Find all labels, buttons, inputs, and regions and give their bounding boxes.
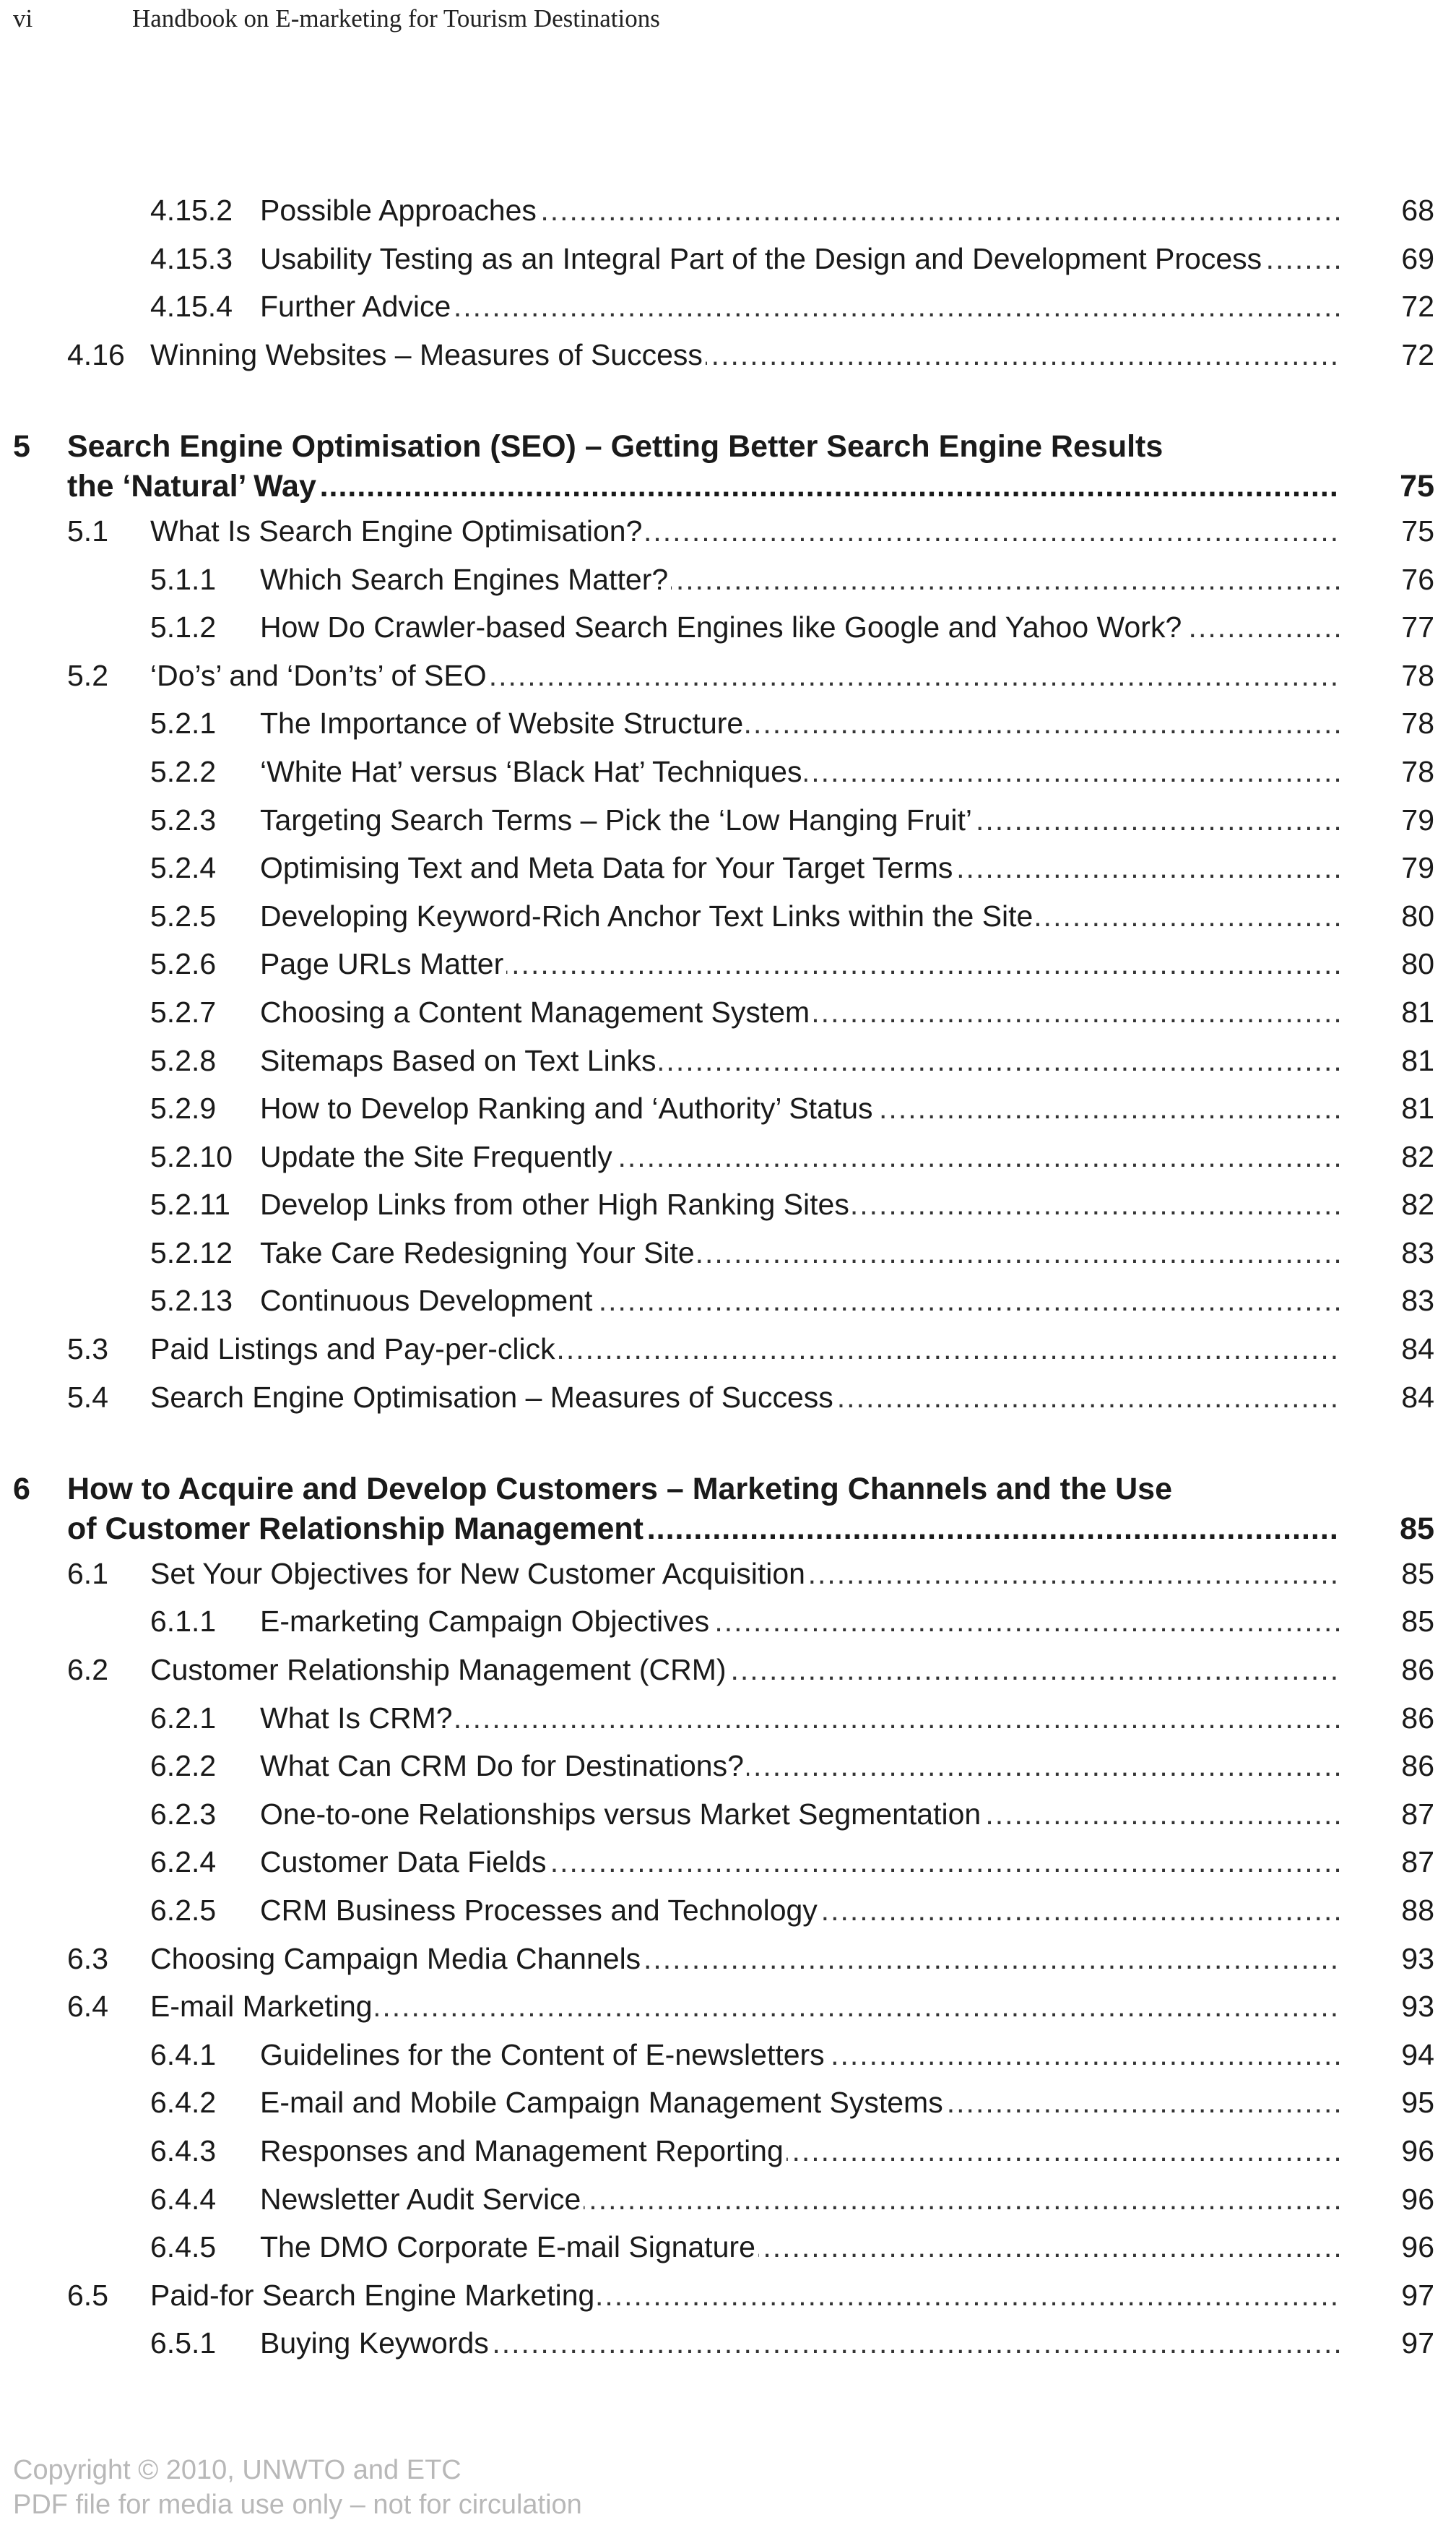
- toc-entry-leader: [260, 186, 1340, 235]
- toc-entry-number: 5.4: [67, 1380, 108, 1414]
- toc-entry[interactable]: [0, 1886, 1456, 1935]
- toc-entry-number: 5.2.2: [150, 754, 217, 788]
- toc-entry-title: Newsletter Audit Service: [260, 2183, 584, 2216]
- toc-entry[interactable]: [0, 796, 1456, 845]
- toc-entry-title: What Can CRM Do for Destinations?: [260, 1749, 747, 1782]
- toc-entry-leader: [260, 1037, 1340, 1085]
- toc-entry-leader: [260, 1229, 1340, 1277]
- toc-entry-number: 5.2: [67, 658, 108, 692]
- toc-entry-title: E-marketing Campaign Objectives: [260, 1605, 712, 1638]
- toc-entry-number: 6.2.1: [150, 1701, 217, 1735]
- toc-entry-number: 6.5.1: [150, 2326, 217, 2360]
- toc-entry-title: How to Develop Ranking and ‘Authority’ Status: [260, 1092, 876, 1125]
- toc-entry-number: 5.1: [67, 514, 108, 548]
- toc-entry-title: Update the Site Frequently: [260, 1140, 615, 1173]
- copyright-footer: [13, 2453, 582, 2522]
- toc-entry[interactable]: [0, 2175, 1456, 2224]
- toc-entry-title: Search Engine Optimisation – Measures of Success: [150, 1381, 836, 1414]
- toc-entry[interactable]: [0, 556, 1456, 604]
- toc-entry-number: 5.2.6: [150, 947, 217, 981]
- running-title: Handbook on E-marketing for Tourism Destinations: [132, 4, 660, 33]
- toc-entry-leader: [260, 1742, 1340, 1790]
- toc-entry[interactable]: [0, 1229, 1456, 1277]
- toc-entry-number: 5.2.12: [150, 1235, 233, 1269]
- toc-entry-title: Buying Keywords: [260, 2326, 492, 2360]
- toc-entry-page: 85: [1401, 1605, 1434, 1639]
- toc-entry-number: 6.4.5: [150, 2230, 217, 2264]
- toc-entry[interactable]: [0, 186, 1456, 235]
- toc-entry-page: 80: [1401, 899, 1434, 933]
- section-gap: [0, 379, 1456, 427]
- toc-entry-number: 6.2.5: [150, 1894, 217, 1927]
- toc-entry-page: 78: [1401, 707, 1434, 741]
- toc-entry[interactable]: [0, 1550, 1456, 1598]
- chapter-title-line2: of Customer Relationship Management: [67, 1511, 646, 1546]
- toc-entry-page: 68: [1401, 194, 1434, 227]
- toc-entry-leader: [260, 844, 1340, 892]
- toc-entry[interactable]: [0, 2127, 1456, 2175]
- toc-entry-title: Paid Listings and Pay-per-click: [150, 1332, 558, 1365]
- toc-entry-leader: [150, 1935, 1340, 1983]
- chapter-heading-6[interactable]: [0, 1469, 1456, 1550]
- toc-entry[interactable]: [0, 2319, 1456, 2367]
- toc-entry-title: Customer Data Fields: [260, 1845, 549, 1878]
- toc-entry[interactable]: [0, 1838, 1456, 1886]
- toc-entry[interactable]: [0, 2031, 1456, 2079]
- toc-entry[interactable]: [0, 1646, 1456, 1694]
- toc-entry-page: 87: [1401, 1797, 1434, 1831]
- toc-entry-title: The Importance of Website Structure: [260, 707, 746, 740]
- toc-entry[interactable]: [0, 748, 1456, 796]
- toc-entry-number: 6.4.3: [150, 2133, 217, 2167]
- toc-entry[interactable]: [0, 2079, 1456, 2127]
- toc-entry-title: Choosing Campaign Media Channels: [150, 1942, 644, 1975]
- toc-entry-page: 77: [1401, 610, 1434, 644]
- toc-entry[interactable]: [0, 988, 1456, 1037]
- chapter-title-line2: the ‘Natural’ Way: [67, 469, 319, 504]
- toc-entry-leader: [150, 2271, 1340, 2320]
- toc-entry-number: 6.2.4: [150, 1845, 217, 1879]
- toc-entry-leader: [260, 235, 1340, 283]
- toc-entry-title: The DMO Corporate E-mail Signature: [260, 2230, 758, 2263]
- toc-entry-number: 6.4.1: [150, 2037, 217, 2071]
- toc-entry-number: 6.2.3: [150, 1797, 217, 1831]
- toc-entry-page: 72: [1401, 337, 1434, 371]
- toc-entry-page: 72: [1401, 290, 1434, 324]
- toc-entry-title: CRM Business Processes and Technology: [260, 1894, 820, 1927]
- toc-entry-title: One-to-one Relationships versus Market Segmentation: [260, 1797, 984, 1831]
- toc-entry-number: 4.15.2: [150, 194, 233, 227]
- toc-entry-number: 5.2.9: [150, 1092, 217, 1126]
- toc-entry-number: 5.1.2: [150, 610, 217, 644]
- toc-entry-leader: [260, 1790, 1340, 1839]
- toc-entry[interactable]: [0, 699, 1456, 748]
- toc-entry-number: 5.2.5: [150, 899, 217, 933]
- toc-entry-number: 4.15.3: [150, 241, 233, 275]
- toc-entry-page: 81: [1401, 1092, 1434, 1126]
- toc-entry-leader: [150, 1550, 1340, 1598]
- toc-entry-title: Winning Websites – Measures of Success: [150, 338, 706, 371]
- toc-entry-leader: [260, 1133, 1340, 1181]
- toc-entry-title: E-mail and Mobile Campaign Management Systems: [260, 2086, 946, 2119]
- toc-entry[interactable]: [0, 1133, 1456, 1181]
- toc-entry-number: 5.2.10: [150, 1139, 233, 1173]
- toc-entry-leader: [260, 796, 1340, 845]
- toc-entry[interactable]: [0, 603, 1456, 652]
- chapter-title-line1: Search Engine Optimisation (SEO) – Getting Better Search Engine Results: [67, 428, 1164, 464]
- toc-entry-title: Set Your Objectives for New Customer Acquisition: [150, 1557, 808, 1590]
- toc-entry-page: 81: [1401, 995, 1434, 1029]
- page-folio: vi: [13, 4, 33, 33]
- toc-entry-page: 79: [1401, 851, 1434, 885]
- toc-entry[interactable]: [0, 1790, 1456, 1839]
- toc-entry[interactable]: [0, 892, 1456, 941]
- toc-entry-title: What Is Search Engine Optimisation?: [150, 514, 645, 548]
- toc-entry-page: 86: [1401, 1701, 1434, 1735]
- toc-entry[interactable]: [0, 844, 1456, 892]
- footer-copyright: Copyright © 2010, UNWTO and ETC: [13, 2455, 462, 2485]
- toc-entry-title: Sitemaps Based on Text Links: [260, 1044, 659, 1077]
- chapter-heading-5[interactable]: [0, 427, 1456, 507]
- toc-entry-title: How Do Crawler-based Search Engines like Google and Yahoo Work?: [260, 610, 1184, 644]
- toc-entry-page: 93: [1401, 1990, 1434, 2024]
- toc-entry-title: Customer Relationship Management (CRM): [150, 1653, 729, 1686]
- toc-entry-page: 78: [1401, 658, 1434, 692]
- toc-entry-page: 97: [1401, 2278, 1434, 2312]
- toc-entry-number: 6.5: [67, 2278, 108, 2312]
- chapter-page: 85: [1400, 1511, 1434, 1546]
- toc-entry-number: 6.1.1: [150, 1605, 217, 1639]
- toc-entry-page: 69: [1401, 241, 1434, 275]
- toc-entry-leader: [260, 748, 1340, 796]
- toc-entry-leader: [260, 2223, 1340, 2271]
- chapter-number: 6: [13, 1471, 30, 1506]
- toc-entry-number: 5.2.13: [150, 1284, 233, 1318]
- toc-entry-page: 75: [1401, 514, 1434, 548]
- toc-entry-title: Optimising Text and Meta Data for Your Target Terms: [260, 851, 956, 884]
- toc-entry-number: 6.2: [67, 1653, 108, 1687]
- toc-entry-leader: [260, 2175, 1340, 2224]
- toc-entry-title: Which Search Engines Matter?: [260, 563, 671, 596]
- toc-entry-page: 96: [1401, 2182, 1434, 2216]
- toc-entry-number: 6.4: [67, 1990, 108, 2024]
- toc-entry-number: 4.16: [67, 337, 125, 371]
- toc-entry-title: Possible Approaches: [260, 194, 540, 227]
- toc-entry-leader: [260, 1838, 1340, 1886]
- toc-entry-page: 78: [1401, 754, 1434, 788]
- toc-entry-title: Develop Links from other High Ranking Sites: [260, 1188, 852, 1221]
- toc-entry-number: 4.15.4: [150, 290, 233, 324]
- toc-entry-page: 96: [1401, 2133, 1434, 2167]
- toc-entry-leader: [260, 1084, 1340, 1133]
- toc-entry[interactable]: [0, 1037, 1456, 1085]
- toc-entry-page: 84: [1401, 1380, 1434, 1414]
- toc-entry-page: 79: [1401, 803, 1434, 837]
- toc-entry-number: 5.2.11: [150, 1188, 230, 1222]
- toc-entry-page: 83: [1401, 1235, 1434, 1269]
- toc-entry-page: 86: [1401, 1749, 1434, 1783]
- toc-entry-number: 5.1.1: [150, 562, 217, 596]
- section-gap: [0, 1421, 1456, 1469]
- toc-entry-page: 94: [1401, 2037, 1434, 2071]
- toc-entry-title: Developing Keyword-Rich Anchor Text Links within the Site: [260, 899, 1036, 933]
- toc-entry-number: 5.2.8: [150, 1043, 217, 1077]
- running-header: [13, 4, 1450, 39]
- toc-entry-page: 80: [1401, 947, 1434, 981]
- toc-entry-number: 6.2.2: [150, 1749, 217, 1783]
- toc-entry-page: 93: [1401, 1941, 1434, 1975]
- toc-entry[interactable]: [0, 652, 1456, 700]
- toc-entry-page: 85: [1401, 1556, 1434, 1590]
- toc-entry[interactable]: [0, 282, 1456, 331]
- toc-entry[interactable]: [0, 1373, 1456, 1422]
- toc-entry-title: Continuous Development: [260, 1284, 595, 1317]
- toc-entry[interactable]: [0, 235, 1456, 283]
- toc-entry-leader: [260, 556, 1340, 604]
- toc-entry-page: 87: [1401, 1845, 1434, 1879]
- toc-entry-number: 5.2.4: [150, 851, 217, 885]
- toc-entry[interactable]: [0, 2223, 1456, 2271]
- toc-entry-leader: [150, 507, 1340, 556]
- toc-entry-page: 82: [1401, 1188, 1434, 1222]
- toc-entry-page: 95: [1401, 2086, 1434, 2120]
- toc-entry-page: 97: [1401, 2326, 1434, 2360]
- toc-entry-number: 5.2.1: [150, 707, 217, 741]
- toc-entry-title: Targeting Search Terms – Pick the ‘Low Hanging Fruit’: [260, 803, 975, 837]
- toc-entry-leader: [150, 1646, 1340, 1694]
- chapter-title-line1: How to Acquire and Develop Customers – Marketing Channels and the Use: [67, 1471, 1172, 1506]
- chapter-page: 75: [1400, 468, 1434, 504]
- toc-entry[interactable]: [0, 1935, 1456, 1983]
- toc-entry-page: 96: [1401, 2230, 1434, 2264]
- footer-notice: PDF file for media use only – not for circulation: [13, 2490, 582, 2520]
- toc-entry-title: Usability Testing as an Integral Part of the Design and Development Process: [260, 242, 1265, 275]
- toc-entry-number: 5.2.3: [150, 803, 217, 837]
- toc-entry-page: 88: [1401, 1894, 1434, 1927]
- toc-entry-leader: [260, 940, 1340, 988]
- toc-entry-title: What Is CRM?: [260, 1701, 456, 1735]
- toc-entry-leader: [150, 1373, 1340, 1422]
- toc-entry-title: E-mail Marketing: [150, 1990, 376, 2023]
- toc-entry-page: 83: [1401, 1284, 1434, 1318]
- toc-entry-title: Further Advice: [260, 290, 454, 323]
- toc-entry[interactable]: [0, 1084, 1456, 1133]
- toc-entry[interactable]: [0, 2271, 1456, 2320]
- toc-entry-title: ‘Do’s’ and ‘Don’ts’ of SEO: [150, 659, 490, 692]
- toc-entry-leader: [260, 1277, 1340, 1325]
- toc-entry-leader: [260, 1180, 1340, 1229]
- toc-entry-page: 76: [1401, 562, 1434, 596]
- toc-entry-number: 6.4.4: [150, 2182, 217, 2216]
- toc-entry-page: 82: [1401, 1139, 1434, 1173]
- toc-entry[interactable]: [0, 940, 1456, 988]
- toc-entry-title: ‘White Hat’ versus ‘Black Hat’ Techniques: [260, 755, 805, 788]
- toc-entry-leader: [260, 2031, 1340, 2079]
- toc-entry-page: 84: [1401, 1332, 1434, 1366]
- toc-entry-leader: [260, 699, 1340, 748]
- table-of-contents: [0, 186, 1456, 2367]
- toc-entry-number: 5.2.7: [150, 995, 217, 1029]
- toc-entry[interactable]: [0, 1742, 1456, 1790]
- toc-entry-title: Take Care Redesigning Your Site: [260, 1236, 698, 1269]
- toc-entry[interactable]: [0, 1277, 1456, 1325]
- toc-entry[interactable]: [0, 1694, 1456, 1743]
- toc-entry-leader: [260, 603, 1340, 652]
- toc-entry-leader: [150, 1325, 1340, 1373]
- chapter-leader: [67, 1509, 1340, 1549]
- toc-entry-leader: [260, 1694, 1340, 1743]
- toc-entry-page: 81: [1401, 1043, 1434, 1077]
- toc-entry-leader: [150, 1982, 1340, 2031]
- toc-entry-leader: [260, 1597, 1340, 1646]
- chapter-5-entries: [0, 507, 1456, 1421]
- chapter-6-entries: [0, 1550, 1456, 2367]
- toc-entry-number: 6.3: [67, 1941, 108, 1975]
- toc-entry-number: 5.3: [67, 1332, 108, 1366]
- toc-entry-number: 6.1: [67, 1556, 108, 1590]
- toc-entry-leader: [260, 988, 1340, 1037]
- toc-entry-title: Choosing a Content Management System: [260, 996, 812, 1029]
- toc-entry-title: Guidelines for the Content of E-newsletters: [260, 2038, 828, 2071]
- toc-entry[interactable]: [0, 1982, 1456, 2031]
- toc-entry-page: 86: [1401, 1653, 1434, 1687]
- toc-entry-leader: [150, 331, 1340, 379]
- toc-entry-title: Page URLs Matter: [260, 947, 506, 980]
- toc-entry-title: Paid-for Search Engine Marketing: [150, 2279, 597, 2312]
- toc-entry-leader: [260, 2079, 1340, 2127]
- toc-entry-leader: [260, 282, 1340, 331]
- toc-entry[interactable]: [0, 507, 1456, 556]
- chapter-number: 5: [13, 428, 30, 464]
- toc-entry-leader: [260, 2319, 1340, 2367]
- toc-entry[interactable]: [0, 1597, 1456, 1646]
- toc-entry-leader: [150, 652, 1340, 700]
- toc-entry-leader: [260, 892, 1340, 941]
- toc-entry-leader: [260, 1886, 1340, 1935]
- toc-entry-leader: [260, 2127, 1340, 2175]
- toc-entry[interactable]: [0, 1180, 1456, 1229]
- toc-entry[interactable]: [0, 1325, 1456, 1373]
- toc-entry-title: Responses and Management Reporting: [260, 2134, 786, 2167]
- chapter-leader: [67, 467, 1340, 506]
- toc-entry-number: 6.4.2: [150, 2086, 217, 2120]
- toc-entry[interactable]: [0, 331, 1456, 379]
